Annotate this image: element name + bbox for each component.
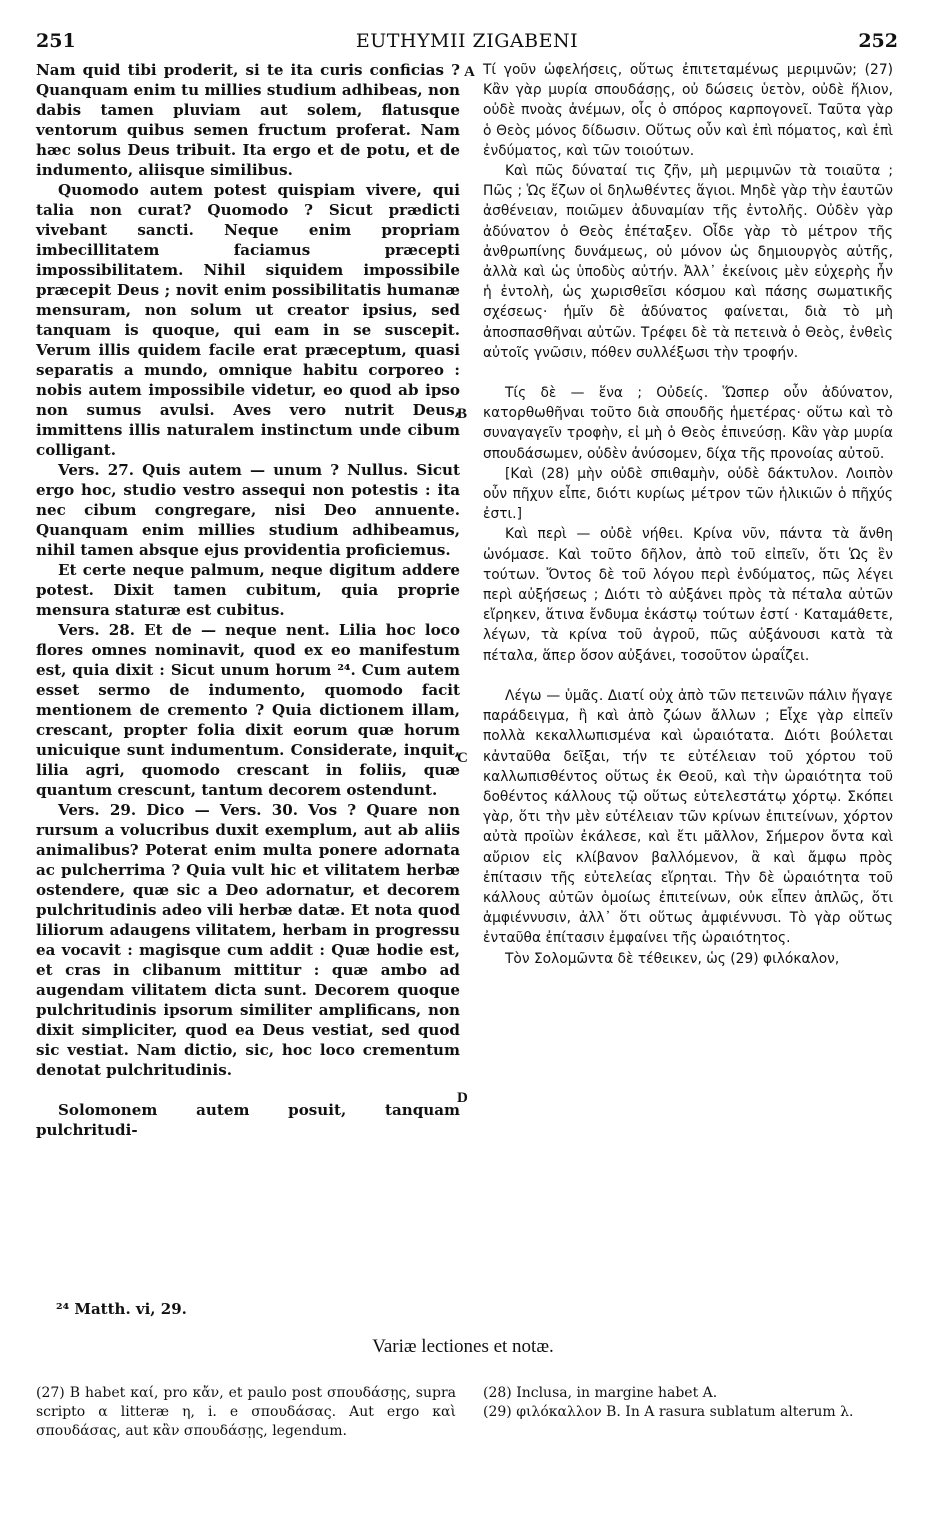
greek-paragraph: Καὶ πῶς δύναταί τις ζῆν, μὴ μεριμνῶν τὰ τοιαῦτα ; Πῶς ; Ὡς ἔζων οἱ δηλωθέντες ἅγιοι. Μηδὲ γὰρ τὴν ἑαυτῶν ἀσθένειαν, ποιῶμεν ἀδυναμίαν τῆς ἐντολῆς. Οὐδὲν γὰρ ἀδύνατον ὁ Θεὸς ἐπέταξεν. Οἶδε γὰρ τὸ μέτρον τῆς ἀνθρωπίνης δυνάμεως, οὐ μόνον ὡς δημιουργὸς αὐτῆς, ἀλλὰ καὶ ὡς ὑποδὺς αὐτήν. Ἀλλ᾽ ἐκείνοις μὲν εὐχερὴς ἦν ἡ ἐντολὴ, ὡς χωρισθεῖσι κόσμου καὶ πάσης σωματικῆς σχέσεως· ἡμῖν δὲ ἀδύνατος φαίνεται, διὰ τὸ μὴ ἀποσπασθῆναι αὐτῶν. Τρέφει δὲ τὰ πετεινὰ ὁ Θεὸς, ἐνθεὶς αὐτοῖς γνῶσιν, πόθεν συλλέξωσι τὴν τροφήν. [483,163,893,361]
latin-paragraph: Quomodo autem potest quispiam vivere, qui talia non curat? Quomodo ? Sicut prædicti vivebant sancti. Neque enim propriam imbecillitatem faciamus præcepti impossibilitatem. Nihil siquidem impossibile præcepit Deus ; novit enim possibilitatis humanæ mensuram, non solum ut creator ipsius, sed tanquam is quoque, qui eam in se suscepit. Verum illis quidem facile erat præceptum, quasi separatis a mundo, omnique habitu corporeo : nobis autem impossibile videtur, eo quod ab ipso non sumus avulsi. Aves vero nutrit Deus, immittens illis naturalem instinctum unde cibum colligant. [36,181,460,459]
variant-note-left: (27) B habet καί, pro κἄν, et paulo post σπουδάσῃς, supra scripto α litteræ η, i. e σπουδάσας. Aut ergo καὶ σπουδάσας, aut κἂν σπουδάσῃς, legendum. [36,1385,456,1439]
margin-marker-b: B [457,406,468,422]
latin-paragraph: Nam quid tibi proderit, si te ita curis conficias ? Quanquam enim tu millies studium adhibeas, non dabis tamen pluviam aut solem, flatusque ventorum quibus semen fructum proferat. Nam hæc solus Deus tribuit. Ita ergo et de potu, et de indumento, aliisque similibus. [36,61,460,179]
greek-paragraph: Καὶ περὶ — οὐδὲ νήθει. Κρίνα νῦν, πάντα τὰ ἄνθη ὠνόμασε. Καὶ τοῦτο δῆλον, ἀπὸ τοῦ εἰπεῖν, ὅτι Ὡς ἓν τούτων. Ὄντος δὲ τοῦ λόγου περὶ ἐνδύματος, πῶς λέγει περὶ αὐξήσεως ; Διότι τὸ αὐξάνει πρὸς τὰ πέταλα αὐτῶν εἴρηκεν, ἅτινα ἔνδυμα ἑκάστῳ τούτων ἐστί · Καταμάθετε, λέγων, τὰ κρίνα τοῦ ἀγροῦ, πῶς αὐξάνουσι κατὰ τὰ πέταλα, ἅπερ ὅσον αὐξάνει, τοσοῦτον ὡραΐζει. [483,526,893,664]
footnote: ²⁴ Matth. vi, 29. [56,1300,187,1318]
latin-paragraph: Solomonem autem posuit, tanquam pulchritudi- [36,1101,460,1139]
running-title: EUTHYMII ZIGABENI [355,30,579,52]
latin-paragraph: Et certe neque palmum, neque digitum addere potest. Dixit tamen cubitum, quia proprie mensura staturæ est cubitus. [36,561,460,619]
greek-paragraph: [Καὶ (28) μὴν οὐδὲ σπιθαμὴν, οὐδὲ δάκτυλον. Λοιπὸν οὖν πῆχυν εἶπε, διότι κυρίως μέτρον τῶν ἡλικιῶν ὁ πῆχύς ἐστι.] [483,465,893,523]
margin-marker-c: C [457,750,468,766]
margin-marker-a: A [464,64,475,80]
greek-paragraph: Τίς δὲ — ἕνα ; Οὐδείς. Ὥσπερ οὖν ἀδύνατον, κατορθωθῆναι τοῦτο διὰ σπουδῆς ἡμετέρας· οὕτω καὶ τὸ συναγαγεῖν τροφὴν, εἰ μὴ ὁ Θεὸς ἐπινεύσῃ. Κἂν γὰρ μυρία σπουδάσωμεν, οὐδὲν ἀνύσομεν, δίχα τῆς προνοίας αὐτοῦ. [483,385,893,462]
margin-marker-d: D [457,1090,468,1106]
page-number-left: 251 [36,30,76,52]
latin-paragraph: Vers. 29. Dico — Vers. 30. Vos ? Quare non rursum a volucribus duxit exemplum, aut ab aliis animalibus? Poterat enim multa ponere adornata ac pulcherrima ? Quia vult hic et vilitatem herbæ ostendere, quæ sic a Deo adornatur, et decorem pulchritudinis adeo vili herbæ datæ. Et nota quod liliorum adaugens vilitatem, herbam in progressu ea vocavit : magisque cum addit : Quæ hodie est, et cras in clibanum mittitur : quæ ambo ad augendam vilitatem dicta sunt. Decorem quoque pulchritudinis ipsorum similiter amplificans, non dixit simpliciter, quod ea Deus vestiat, sed quod sic vestiat. Nam dictio, sic, hoc loco crementum denotat pulchritudinis. [36,801,460,1079]
greek-paragraph: Τί γοῦν ὠφελήσεις, οὕτως ἐπιτεταμένως μεριμνῶν; (27) Κἂν γὰρ μυρία σπουδάσῃς, οὐ δώσεις ὑετὸν, οὐδὲ ἥλιον, οὐδὲ πνοὰς ἀνέμων, οἷς ὁ σπόρος καρπογονεῖ. Ταῦτα γὰρ ὁ Θεὸς μόνος δίδωσιν. Οὕτως οὖν καὶ ἐπὶ πόματος, καὶ ἐπὶ ἐνδύματος, καὶ τῶν τοιούτων. [483,62,893,159]
page-header [36,30,898,60]
greek-paragraph: Λέγω — ὑμᾶς. Διατί οὐχ ἀπὸ τῶν πετεινῶν πάλιν ἤγαγε παράδειγμα, ἢ καὶ ἀπὸ ζώων ἄλλων ; Εἶχε γὰρ εἰπεῖν πολλὰ κεκαλλωπισμένα καὶ ὡραιότατα. Διότι βούλεται κἀνταῦθα δεῖξαι, τήν τε εὐτέλειαν τοῦ χόρτου τοῦ καλλωπισθέντος οὕτως ἐκ Θεοῦ, καὶ τὴν ὡραιότητα τοῦ δοθέντος κάλλους τῷ οὕτως εὐτελεστάτῳ χόρτῳ. Σκόπει γὰρ, ὅτι τὴν μὲν εὐτέλειαν τῶν κρίνων ἐπιτείνων, χόρτον αὐτὰ προϊὼν ἐκάλεσε, καὶ ἔτι μᾶλλον, Σήμερον ὄντα καὶ αὔριον εἰς κλίβανον βαλλόμενον, ἃ καὶ ἄμφω πρὸς ἐπίτασιν τῆς εὐτελείας εἴρηται. Τὴν δὲ ὡραιότητα τοῦ κάλλους αὐτῶν ὁμοίως ἐπιτείνων, οὐκ εἶπεν ἁπλῶς, ὅτι ἀμφιέννυσιν, ἀλλ᾽ ὅτι οὕτως ἀμφιέννυσι. Τὸ γὰρ οὕτως ἐνταῦθα ἐπίτασιν ἐμφαίνει τῆς ὡραιότητος. [483,687,893,947]
variant-note-right: (28) Inclusa, in margine habet A. (29) φιλόκαλλον B. In A rasura sublatum alterum λ. [483,1385,854,1420]
latin-column [36,60,460,1140]
page-number-right: 252 [858,30,898,52]
latin-paragraph: Vers. 27. Quis autem — unum ? Nullus. Sicut ergo hoc, studio vestro assequi non potestis : ita nec cibum congregare, nisi Deo annuente. Quanquam enim millies studium adhibeamus, nihil tamen absque ejus providentia proficiemus. [36,461,460,559]
variae-lectiones-heading: Variæ lectiones et notæ. [372,1336,554,1357]
latin-paragraph: Vers. 28. Et de — neque nent. Lilia hoc loco flores omnes nominavit, quod ex eo manifestum est, quia dixit : Sicut unum horum ²⁴. Cum autem esset sermo de indumento, quomodo facit mentionem de cremento ? Quia dictionem illam, crescant, propter folia dixit eorum quæ horum unicuique sunt indumentum. Considerate, inquit, lilia agri, quomodo crescant in foliis, quæ quantum crescunt, tantum decorem ostendunt. [36,621,460,799]
greek-column [483,60,893,969]
greek-paragraph: Τὸν Σολομῶντα δὲ τέθεικεν, ὡς (29) φιλόκαλον, [505,950,840,967]
